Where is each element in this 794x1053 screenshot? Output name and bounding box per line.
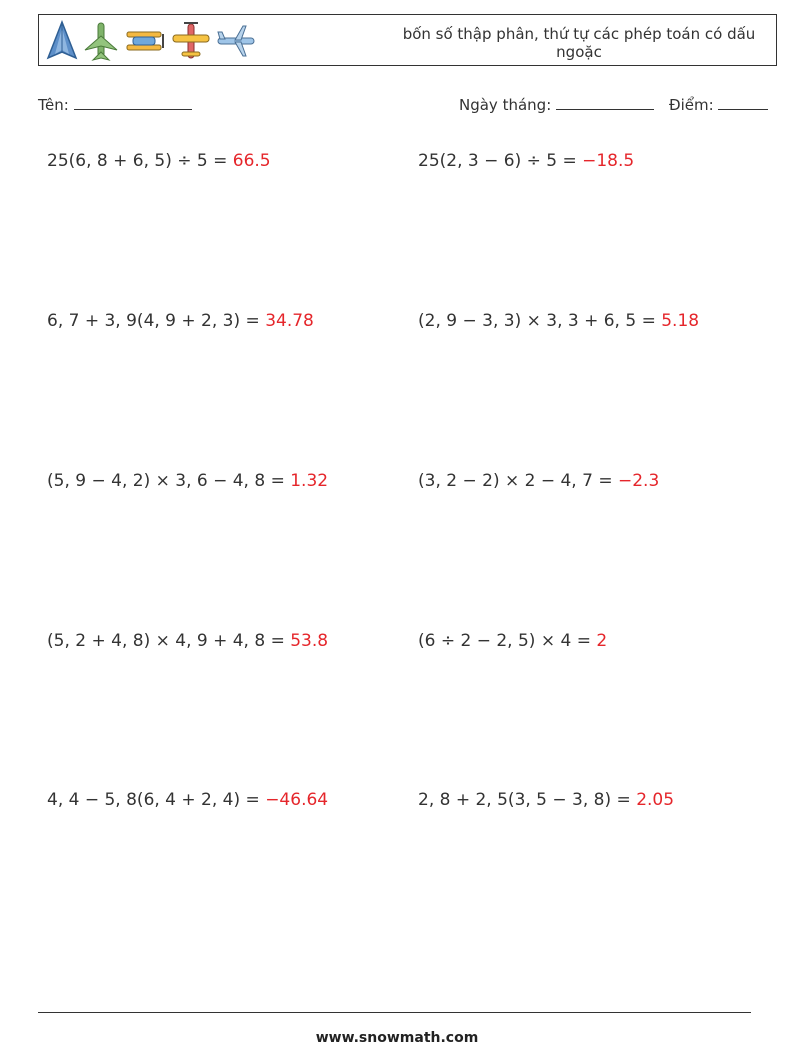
icon-strip <box>45 20 257 62</box>
stealth-jet-icon <box>45 20 79 62</box>
date-label: Ngày tháng: <box>459 96 552 114</box>
problem-10 <box>418 790 674 810</box>
name-blank[interactable] <box>74 95 192 110</box>
footer-website[interactable]: www.snowmath.com <box>315 1030 479 1046</box>
problem-9 <box>47 790 328 810</box>
airliner-icon <box>215 20 257 62</box>
problem-8 <box>418 631 607 651</box>
problem-expression: 25(6, 8 + 6, 5) ÷ 5 = <box>47 151 233 171</box>
problem-answer: 1.32 <box>290 471 329 491</box>
problem-expression: 4, 4 − 5, 8(6, 4 + 2, 4) = <box>47 790 266 810</box>
footer-divider <box>38 1012 751 1013</box>
problem-expression: 2, 8 + 2, 5(3, 5 − 3, 8) = <box>418 790 637 810</box>
problem-answer: 2.05 <box>636 790 675 810</box>
problem-answer: 53.8 <box>290 631 329 651</box>
problem-answer: −18.5 <box>582 151 635 171</box>
problem-answer: 2 <box>596 631 608 651</box>
problem-1 <box>47 151 271 171</box>
problem-expression: 25(2, 3 − 6) ÷ 5 = <box>418 151 583 171</box>
problem-answer: 34.78 <box>265 311 314 331</box>
problem-expression: (3, 2 − 2) × 2 − 4, 7 = <box>418 471 618 491</box>
name-label: Tên: <box>38 96 69 114</box>
problem-answer: −46.64 <box>265 790 329 810</box>
problem-7 <box>47 631 328 651</box>
problem-expression: (6 ÷ 2 − 2, 5) × 4 = <box>418 631 597 651</box>
problem-answer: −2.3 <box>617 471 660 491</box>
name-field <box>38 95 192 114</box>
score-field <box>669 95 768 114</box>
problem-answer: 5.18 <box>661 311 700 331</box>
problem-expression: (5, 2 + 4, 8) × 4, 9 + 4, 8 = <box>47 631 291 651</box>
date-blank[interactable] <box>556 95 654 110</box>
problem-expression: (2, 9 − 3, 3) × 3, 3 + 6, 5 = <box>418 311 662 331</box>
biplane-icon <box>123 20 167 62</box>
score-blank[interactable] <box>718 95 768 110</box>
problem-answer: 66.5 <box>232 151 271 171</box>
propeller-plane-icon <box>171 20 211 62</box>
problem-6 <box>418 471 659 491</box>
worksheet-title: bốn số thập phân, thứ tự các phép toán có dấu ngoặc <box>402 25 756 61</box>
date-field <box>459 95 654 114</box>
problem-expression: (5, 9 − 4, 2) × 3, 6 − 4, 8 = <box>47 471 291 491</box>
score-label: Điểm: <box>669 96 714 114</box>
problem-expression: 6, 7 + 3, 9(4, 9 + 2, 3) = <box>47 311 266 331</box>
problem-5 <box>47 471 328 491</box>
fighter-jet-icon <box>83 20 119 62</box>
worksheet-header <box>38 14 777 66</box>
problem-4 <box>418 311 699 331</box>
problem-3 <box>47 311 314 331</box>
problem-2 <box>418 151 634 171</box>
